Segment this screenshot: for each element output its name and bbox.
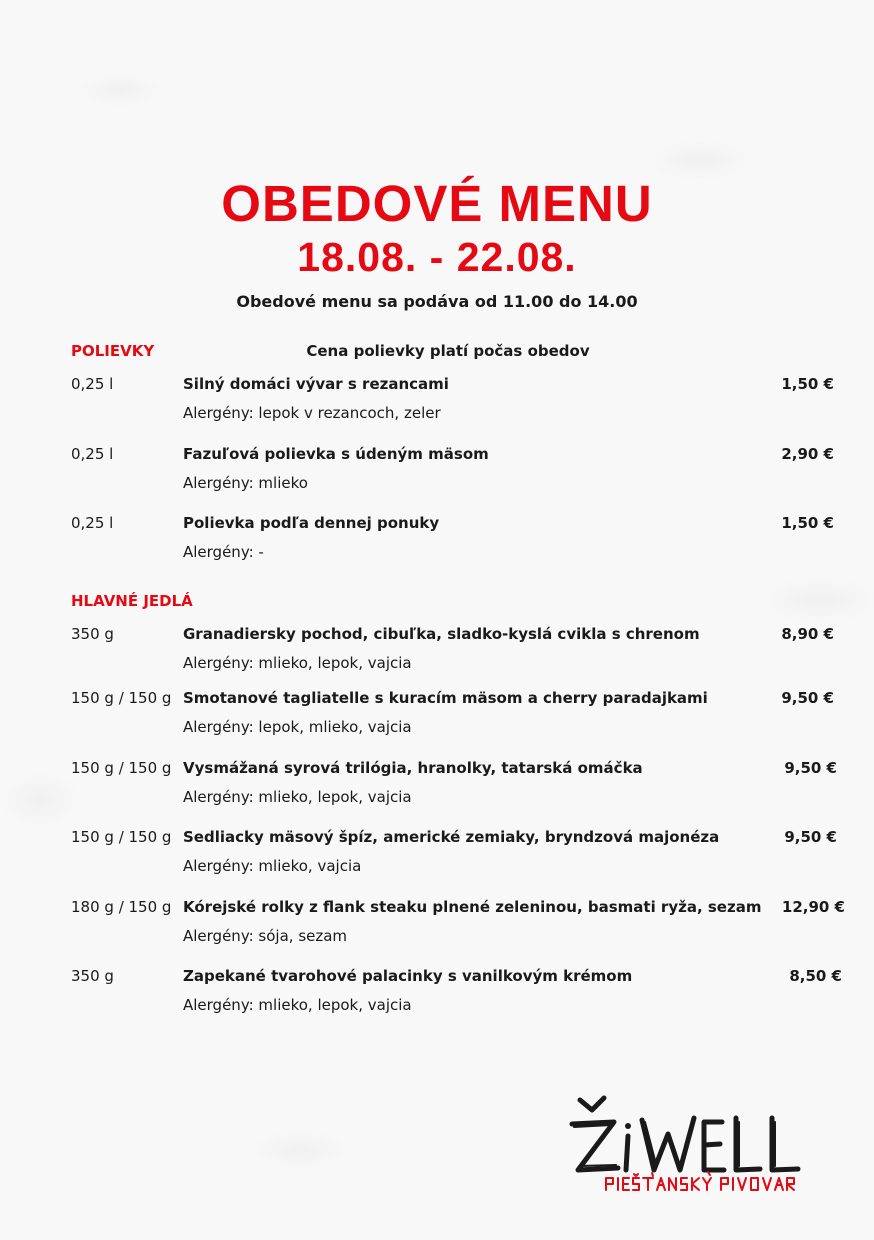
dish-price: 8,90 €: [781, 625, 834, 643]
dish-allergens: Alergény: mlieko, lepok, vajcia: [183, 996, 412, 1014]
dish-name: Polievka podľa dennej ponuky: [183, 514, 440, 532]
portion-size: 150 g / 150 g: [71, 689, 172, 707]
main-dish-item: [0, 624, 874, 684]
dish-name: Silný domáci vývar s rezancami: [183, 375, 449, 393]
portion-size: 180 g / 150 g: [71, 898, 172, 916]
dish-price: 12,90 €: [781, 898, 845, 916]
menu-dates: 18.08. - 22.08.: [297, 234, 577, 280]
dish-name: Fazuľová polievka s údeným mäsom: [183, 445, 489, 463]
dish-name: Kórejské rolky z flank steaku plnené zeleninou, basmati ryža, sezam: [183, 898, 762, 916]
dish-price: 1,50 €: [781, 375, 834, 393]
portion-size: 350 g: [71, 625, 114, 643]
dish-allergens: Alergény: sója, sezam: [183, 927, 348, 945]
ziwell-wordmark-graphic: [572, 1098, 798, 1170]
dish-price: 1,50 €: [781, 514, 834, 532]
dish-allergens: Alergény: mlieko, vajcia: [183, 857, 362, 875]
portion-size: 150 g / 150 g: [71, 828, 172, 846]
portion-size: 0,25 l: [71, 445, 114, 463]
serving-hours: Obedové menu sa podáva od 11.00 do 14.00: [236, 292, 638, 311]
dish-allergens: Alergény: mlieko, lepok, vajcia: [183, 788, 412, 806]
menu-title: OBEDOVÉ MENU: [221, 175, 653, 232]
dish-name: Smotanové tagliatelle s kuracím mäsom a cherry paradajkami: [183, 689, 708, 707]
soup-price-note: Cena polievky platí počas obedov: [306, 342, 590, 360]
dish-name: Vysmážaná syrová trilógia, hranolky, tatarská omáčka: [183, 759, 643, 777]
dish-allergens: Alergény: lepok, mlieko, vajcia: [183, 718, 412, 736]
main-dish-item: [0, 966, 874, 1026]
ziwell-brewery-logo: [566, 1094, 822, 1194]
main-dish-item: [0, 688, 874, 748]
soup-item: [0, 374, 874, 434]
dish-price: 2,90 €: [781, 445, 834, 463]
dish-price: 9,50 €: [784, 828, 837, 846]
dish-name: Zapekané tvarohové palacinky s vanilkovým krémom: [183, 967, 633, 985]
main-dish-item: [0, 827, 874, 887]
mains-heading: HLAVNÉ JEDLÁ: [71, 592, 193, 610]
main-dish-item: [0, 897, 874, 957]
dish-name: Granadiersky pochod, cibuľka, sladko-kyslá cvikla s chrenom: [183, 625, 700, 643]
dish-price: 9,50 €: [781, 689, 834, 707]
dish-allergens: Alergény: -: [183, 543, 264, 561]
portion-size: 0,25 l: [71, 514, 114, 532]
soups-heading: POLIEVKY: [71, 342, 155, 360]
dish-name: Sedliacky mäsový špíz, americké zemiaky, bryndzová majonéza: [183, 828, 720, 846]
dish-price: 9,50 €: [784, 759, 837, 777]
tagline-lettering-graphic: [606, 1172, 794, 1190]
main-dish-item: [0, 758, 874, 818]
dish-price: 8,50 €: [789, 967, 842, 985]
soup-item: [0, 513, 874, 573]
dish-allergens: Alergény: lepok v rezancoch, zeler: [183, 404, 441, 422]
portion-size: 350 g: [71, 967, 114, 985]
portion-size: 0,25 l: [71, 375, 114, 393]
dish-allergens: Alergény: mlieko: [183, 474, 308, 492]
portion-size: 150 g / 150 g: [71, 759, 172, 777]
soup-item: [0, 444, 874, 504]
dish-allergens: Alergény: mlieko, lepok, vajcia: [183, 654, 412, 672]
